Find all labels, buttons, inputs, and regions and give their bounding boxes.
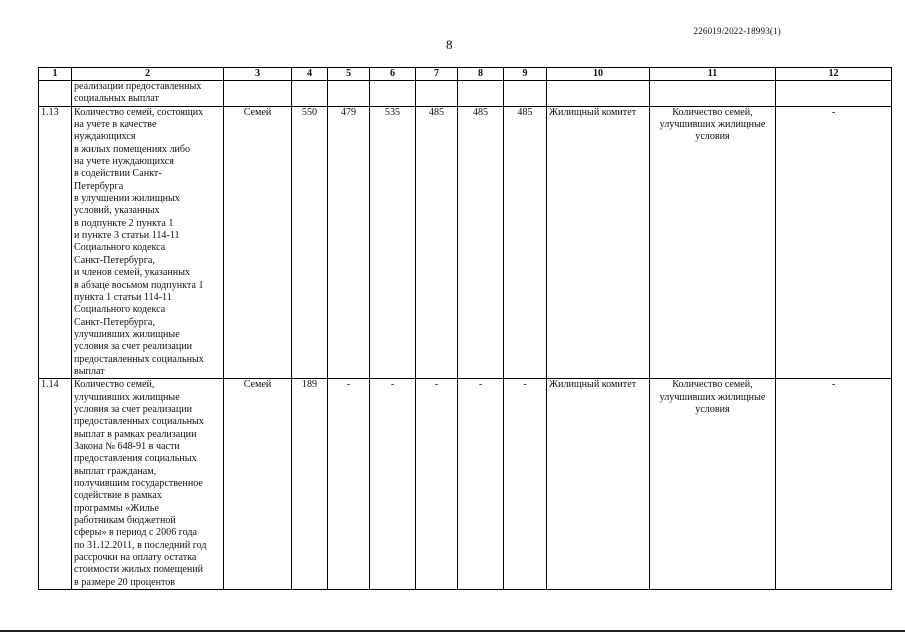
indicator-name-line: условия — [695, 131, 730, 143]
table-body — [39, 81, 892, 590]
indicator-description-line: и пункте 3 статьи 114-11 — [74, 230, 180, 242]
note-cell — [776, 81, 892, 107]
indicator-description-line: выплат — [74, 365, 105, 377]
column-header: 2 — [72, 68, 224, 81]
indicator-description-line: условий, указанных — [74, 205, 160, 217]
column-header: 1 — [39, 68, 72, 81]
indicator-description-line: улучшивших жилищные — [74, 391, 180, 403]
indicator-description — [72, 379, 224, 590]
value-cell — [458, 81, 504, 107]
column-header: 12 — [776, 68, 892, 81]
value-cell — [416, 81, 458, 107]
executor-cell: Жилищный комитет — [547, 106, 650, 379]
indicator-name — [650, 106, 776, 379]
column-header: 9 — [504, 68, 547, 81]
value-cell: 189 — [292, 379, 328, 590]
value-cell: - — [328, 379, 370, 590]
indicator-description-line: в размере 20 процентов — [74, 576, 176, 588]
indicator-description-line: работникам бюджетной — [74, 515, 176, 527]
value-cell: 535 — [370, 106, 416, 379]
indicator-description-line: в абзаце восьмом подпункта 1 — [74, 279, 204, 291]
indicator-description-line: на учете нуждающихся — [74, 156, 174, 168]
column-header: 4 — [292, 68, 328, 81]
indicator-name-line: улучшивших жилищные — [659, 119, 766, 131]
indicator-description-line: реализации предоставленных — [74, 81, 202, 92]
column-header: 5 — [328, 68, 370, 81]
indicator-description-line: Санкт-Петербурга, — [74, 254, 155, 266]
value-cell: 485 — [416, 106, 458, 379]
indicator-description-line: Закона № 648-91 в части — [74, 440, 180, 452]
unit-cell: Семей — [224, 379, 292, 590]
data-table — [38, 67, 892, 590]
indicator-name — [650, 81, 776, 107]
indicator-name — [650, 379, 776, 590]
value-cell: 479 — [328, 106, 370, 379]
value-cell — [504, 81, 547, 107]
indicator-description-line: в подпункте 2 пункта 1 — [74, 217, 174, 229]
table-row — [39, 81, 892, 107]
indicator-name-line: улучшивших жилищные — [659, 391, 766, 403]
value-cell: - — [458, 379, 504, 590]
indicator-description-line: в улучшении жилищных — [74, 193, 180, 205]
value-cell: - — [370, 379, 416, 590]
indicator-description-line: Санкт-Петербурга, — [74, 316, 155, 328]
indicator-description-line: условия за счет реализации — [74, 341, 193, 353]
value-cell — [328, 81, 370, 107]
indicator-description-line: выплат гражданам, — [74, 465, 157, 477]
table-row — [39, 106, 892, 379]
indicator-description-line: сферы» в период с 2006 года — [74, 527, 198, 539]
row-code: 1.14 — [39, 379, 72, 590]
indicator-description-line: стоимости жилых помещений — [74, 564, 204, 576]
unit-cell — [224, 81, 292, 107]
indicator-description-line: выплат в рамках реализации — [74, 428, 197, 440]
indicator-description-line: Количество семей, — [74, 379, 155, 391]
indicator-description-line: содействие в рамках — [74, 490, 162, 502]
indicator-description-line: предоставленных социальных — [74, 416, 204, 428]
indicator-description — [72, 81, 224, 107]
value-cell — [292, 81, 328, 107]
indicator-description-line: Количество семей, состоящих — [74, 106, 204, 118]
unit-cell: Семей — [224, 106, 292, 379]
indicator-description-line: улучшивших жилищные — [74, 328, 180, 340]
document-id: 226019/2022-18993(1) — [693, 26, 781, 36]
column-header: 10 — [547, 68, 650, 81]
table-header-row — [39, 68, 892, 81]
indicator-description-line: социальных выплат — [74, 93, 159, 105]
row-code — [39, 81, 72, 107]
column-header: 3 — [224, 68, 292, 81]
indicator-description-line: Социального кодекса — [74, 304, 166, 316]
value-cell: - — [416, 379, 458, 590]
executor-cell — [547, 81, 650, 107]
indicator-description-line: рассрочки на оплату остатка — [74, 552, 197, 564]
value-cell: 485 — [458, 106, 504, 379]
indicator-description-line: по 31.12.2011, в последний год — [74, 539, 207, 551]
indicator-description-line: на учете в качестве — [74, 119, 157, 131]
indicator-description-line: программы «Жилье — [74, 502, 159, 514]
indicator-description-line: предоставления социальных — [74, 453, 197, 465]
indicator-description-line: Социального кодекса — [74, 242, 166, 254]
indicator-name-line: Количество семей, — [672, 379, 753, 391]
page-number: 8 — [446, 37, 453, 52]
indicator-name-line: Количество семей, — [672, 106, 753, 118]
indicator-description-line: получившим государственное — [74, 478, 203, 489]
executor-cell: Жилищный комитет — [547, 379, 650, 590]
indicator-description-line: предоставленных социальных — [74, 353, 204, 365]
note-cell: - — [776, 106, 892, 379]
indicator-description-line: пункта 1 статьи 114-11 — [74, 291, 172, 303]
column-header: 6 — [370, 68, 416, 81]
indicator-description-line: нуждающихся — [74, 131, 136, 143]
column-header: 11 — [650, 68, 776, 81]
indicator-description-line: Петербурга — [74, 180, 124, 192]
table-row — [39, 379, 892, 590]
value-cell — [370, 81, 416, 107]
column-header: 8 — [458, 68, 504, 81]
value-cell: - — [504, 379, 547, 590]
indicator-description-line: в содействии Санкт- — [74, 168, 162, 180]
note-cell: - — [776, 379, 892, 590]
indicator-description-line: условия за счет реализации — [74, 403, 193, 415]
row-code: 1.13 — [39, 106, 72, 379]
page-bottom-border — [0, 630, 905, 632]
indicator-description — [72, 106, 224, 379]
value-cell: 550 — [292, 106, 328, 379]
indicator-name-line: условия — [695, 403, 730, 415]
indicator-description-line: и членов семей, указанных — [74, 267, 191, 279]
column-header: 7 — [416, 68, 458, 81]
value-cell: 485 — [504, 106, 547, 379]
indicator-description-line: в жилых помещениях либо — [74, 143, 191, 155]
